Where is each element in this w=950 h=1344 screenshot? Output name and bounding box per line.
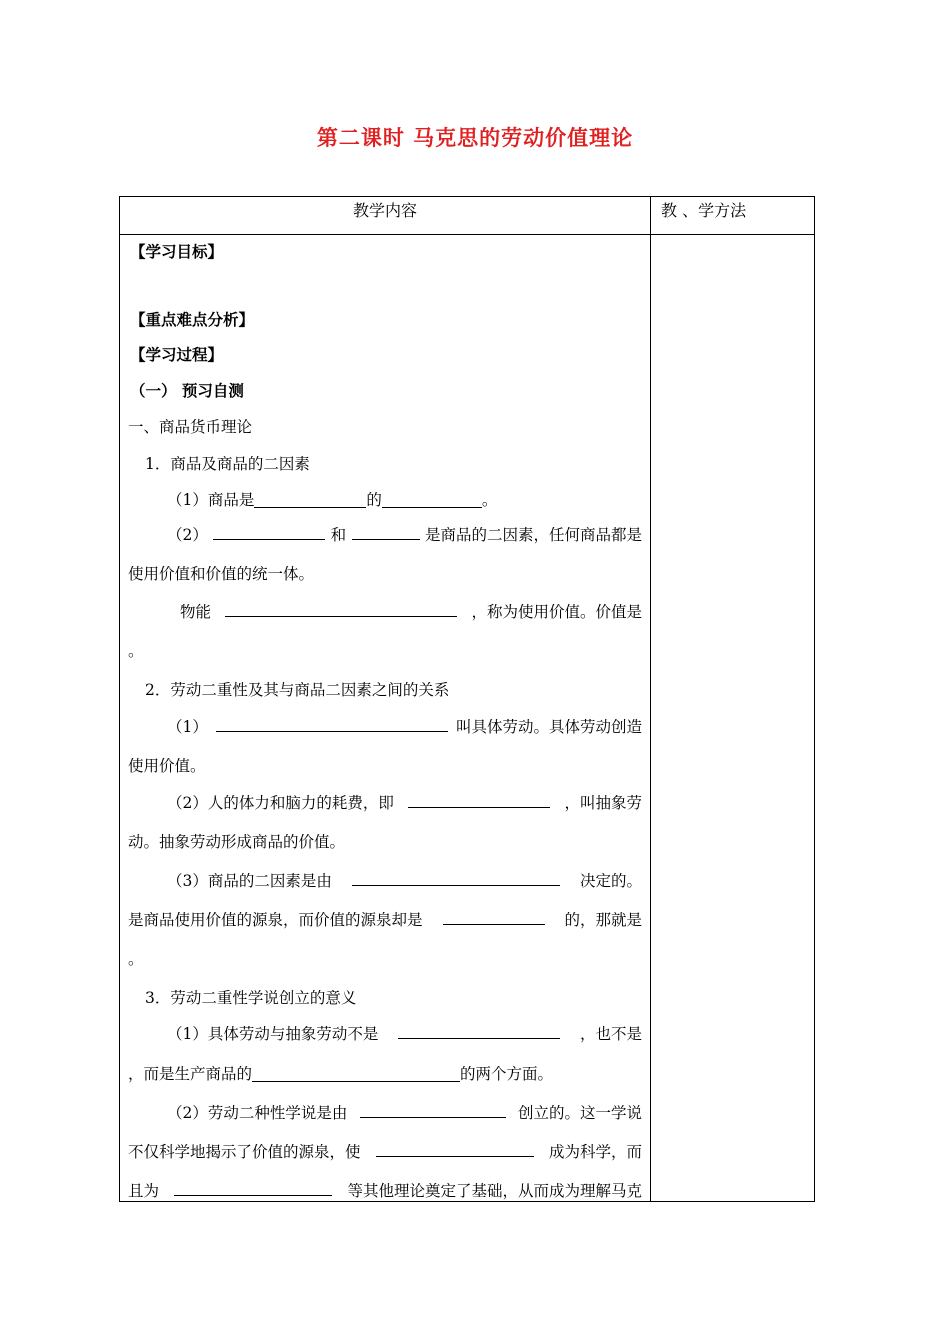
text-line-13: （3）商品的二因素是由 决定的。 — [167, 869, 642, 891]
text-line-7: 。 — [128, 642, 144, 660]
fill-blank[interactable] — [174, 1179, 332, 1196]
text-line-15: 。 — [128, 950, 144, 968]
fill-blank[interactable] — [382, 491, 482, 508]
text-line-17: （1）具体劳动与抽象劳动不是 ，也不是 — [167, 1022, 642, 1044]
fill-blank[interactable] — [443, 908, 545, 925]
text-line-20: 不仅科学地揭示了价值的源泉，使 成为科学，而 — [128, 1140, 642, 1162]
text-line-1: 一、商品货币理论 — [128, 418, 253, 436]
text-line-8: 2．劳动二重性及其与商品二因素之间的关系 — [145, 681, 450, 699]
heading-preview: （一） 预习自测 — [130, 382, 244, 400]
text-line-19: （2）劳动二种性学说是由 创立的。这一学说 — [167, 1101, 642, 1123]
document-title: 第二课时 马克思的劳动价值理论 — [316, 126, 634, 150]
heading-goals: 【学习目标】 — [130, 243, 224, 261]
text-line-2: 1．商品及商品的二因素 — [145, 455, 310, 473]
table-header-row — [120, 197, 815, 235]
header-teaching-content: 教学内容 — [120, 197, 651, 235]
fill-blank[interactable] — [408, 791, 550, 808]
heading-key-points: 【重点难点分析】 — [130, 311, 255, 329]
header-teaching-method: 教 、学方法 — [651, 197, 815, 235]
fill-blank[interactable] — [398, 1022, 560, 1039]
text-line-21: 且为 等其他理论奠定了基础，从而成为理解马克 — [128, 1179, 642, 1201]
text-line-11: （2）人的体力和脑力的耗费，即 ，叫抽象劳 — [167, 791, 642, 813]
fill-blank[interactable] — [225, 600, 457, 617]
lesson-table — [119, 196, 815, 1202]
text-line-18: ，而是生产商品的 的两个方面。 — [128, 1065, 554, 1083]
text-line-6: 物能 ，称为使用价值。价值是 — [180, 600, 642, 622]
fill-blank[interactable] — [360, 1101, 506, 1118]
text-line-9: （1） 叫具体劳动。具体劳动创造 — [167, 715, 642, 737]
text-line-16: 3．劳动二重性学说创立的意义 — [145, 989, 357, 1007]
fill-blank[interactable] — [254, 491, 366, 508]
fill-blank[interactable] — [252, 1065, 460, 1082]
method-cell — [651, 235, 815, 1202]
fill-blank[interactable] — [352, 869, 560, 886]
text-line-5: 使用价值和价值的统一体。 — [128, 565, 315, 583]
text-line-14: 是商品使用价值的源泉，而价值的源泉却是 的，那就是 — [128, 908, 642, 930]
text-line-3: （1）商品是 的 。 — [167, 491, 498, 509]
text-line-10: 使用价值。 — [128, 757, 206, 775]
heading-process: 【学习过程】 — [130, 346, 224, 364]
text-line-12: 动。抽象劳动形成商品的价值。 — [128, 833, 346, 851]
text-line-4: （2） 和 是商品的二因素，任何商品都是 — [167, 523, 642, 545]
fill-blank[interactable] — [216, 715, 448, 732]
fill-blank[interactable] — [376, 1140, 534, 1157]
fill-blank[interactable] — [352, 523, 420, 540]
content-cell — [120, 235, 651, 1202]
fill-blank[interactable] — [213, 523, 325, 540]
table-body-row — [120, 235, 815, 1202]
